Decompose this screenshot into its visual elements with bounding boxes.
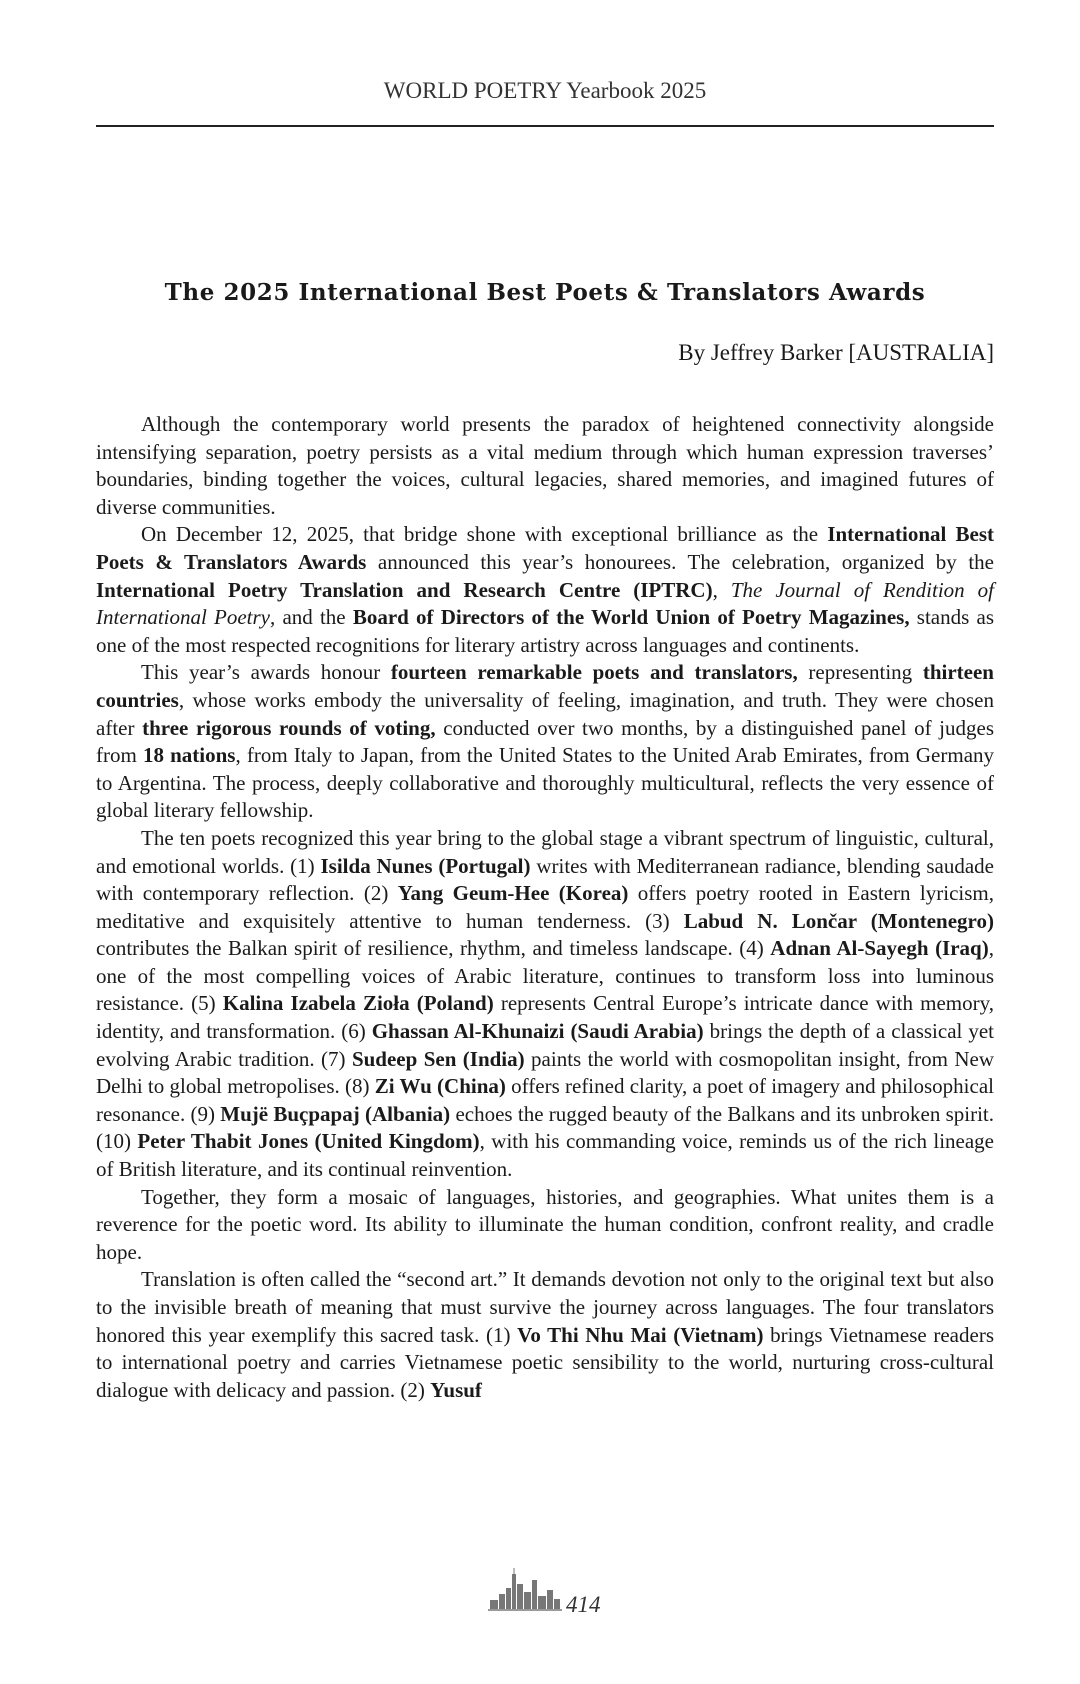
bold-text: Kalina Izabela Zioła (Poland) (222, 991, 494, 1016)
bold-text: Ghassan Al-Khunaizi (Saudi Arabia) (371, 1019, 704, 1044)
bold-text: 18 nations (142, 743, 236, 768)
bold-text: thirteen countries (96, 660, 994, 712)
bold-text: Zi Wu (China) (374, 1074, 506, 1099)
bold-text: International Poetry Translation and Research Centre (IPTRC) (96, 577, 713, 602)
italic-text: The Journal of Rendition of International Poetry (96, 577, 995, 630)
text-run: On December 12, 2025, that bridge shone with exceptional brilliance as the (141, 522, 828, 547)
page-number: 414 (566, 1592, 601, 1617)
bold-text: fourteen remarkable poets and translators, (390, 660, 798, 685)
text-run: represents Central Europe’s intricate dance with memory, identity, and transformation. (6) (96, 991, 994, 1044)
bold-text: Vo Thi Nhu Mai (Vietnam) (517, 1322, 764, 1347)
bold-text: Yusuf (430, 1377, 482, 1402)
paragraph (96, 825, 994, 1184)
bold-text: Mujë Buçpapaj (Albania) (220, 1101, 451, 1126)
paragraph (96, 659, 994, 825)
text-run: stands as one of the most respected recognitions for literary artistry across languages and continents. (96, 605, 994, 657)
bold-text: International Best Poets & Translators Awards (96, 522, 995, 574)
bold-text: Labud N. Lončar (Montenegro) (683, 908, 994, 933)
text-run: offers refined clarity, a poet of imagery and philosophical resonance. (9) (96, 1074, 994, 1126)
text-run: , from Italy to Japan, from the United States to the United Arab Emirates, from Germany to Argentina. The process, deeply collaborative and thoroughly multicultural, reflects the very essence of global literary fellowship. (96, 743, 995, 823)
text-run: The ten poets recognized this year bring to the global stage a vibrant spectrum of linguistic, cultural, and emotional worlds. (1) (96, 825, 994, 878)
text-run: representing (797, 660, 923, 685)
article-body (96, 411, 994, 1404)
text-run: brings the depth of a classical yet evolving Arabic tradition. (7) (96, 1019, 995, 1071)
bold-text: Yang Geum-Hee (Korea) (397, 881, 629, 906)
text-run: Although the contemporary world presents the paradox of heightened connectivity alongside intensifying separation, poetry persists as a vital medium through which human expression traverses’ boundaries, binding together the voices, cultural legacies, shared memories, and imagined futures of diverse communities. (96, 412, 994, 519)
text-run: , (712, 577, 731, 602)
text-run: , and the (270, 605, 353, 630)
text-run: Translation is often called the “second art.” It demands devotion not only to the original text but also to the invisible breath of meaning that must survive the journey across languages. The four translators honored this year exemplify this sacred task. (1) (96, 1267, 994, 1347)
article-byline: By Jeffrey Barker [AUSTRALIA] (678, 340, 994, 365)
text-run: , whose works embody the universality of feeling, imagination, and truth. They were chosen after (96, 687, 994, 740)
text-run: This year’s awards honour (141, 660, 391, 685)
bold-text: Isilda Nunes (Portugal) (320, 853, 531, 878)
text-run: conducted over two months, by a distinguished panel of judges from (96, 715, 994, 768)
text-run: echoes the rugged beauty of the Balkans and its unbroken spirit. (10) (96, 1101, 995, 1154)
text-run: announced this year’s honourees. The celebration, organized by the (366, 549, 994, 574)
bold-text: three rigorous rounds of voting, (142, 715, 436, 740)
header-divider (96, 125, 994, 127)
text-run: , one of the most compelling voices of Arabic literature, continues to transform loss into luminous resistance. (5) (96, 936, 994, 1016)
paragraph (96, 411, 994, 521)
running-header: WORLD POETRY Yearbook 2025 (383, 78, 707, 103)
text-run: Together, they form a mosaic of languages, histories, and geographies. What unites them is a reverence for the poetic word. Its ability to illuminate the human condition, confront reality, and cradle hope. (96, 1184, 994, 1264)
bold-text: Sudeep Sen (India) (351, 1046, 525, 1071)
city-skyline-icon (488, 1566, 562, 1617)
text-run: offers poetry rooted in Eastern lyricism, meditative and exquisitely attentive to human tenderness. (3) (96, 881, 994, 933)
page-footer (488, 1566, 601, 1617)
text-run: paints the world with cosmopolitan insight, from New Delhi to global metropolises. (8) (96, 1046, 995, 1099)
text-run: contributes the Balkan spirit of resilience, rhythm, and timeless landscape. (4) (96, 936, 771, 961)
paragraph (96, 1184, 994, 1267)
bold-text: Peter Thabit Jones (United Kingdom) (137, 1129, 480, 1154)
text-run: , with his commanding voice, reminds us of the rich lineage of British literature, and its continual reinvention. (96, 1129, 994, 1182)
bold-text: Board of Directors of the World Union of Poetry Magazines, (352, 605, 910, 630)
text-run: writes with Mediterranean radiance, blending saudade with contemporary reflection. (2) (96, 853, 995, 906)
paragraph (96, 521, 994, 659)
text-run: brings Vietnamese readers to international poetry and carries Vietnamese poetic sensibility to the world, nurturing cross-cultural dialogue with delicacy and passion. (2) (96, 1322, 994, 1402)
bold-text: Adnan Al-Sayegh (Iraq) (770, 936, 989, 961)
article-title: The 2025 International Best Poets & Translators Awards (164, 279, 926, 306)
paragraph (96, 1266, 994, 1404)
